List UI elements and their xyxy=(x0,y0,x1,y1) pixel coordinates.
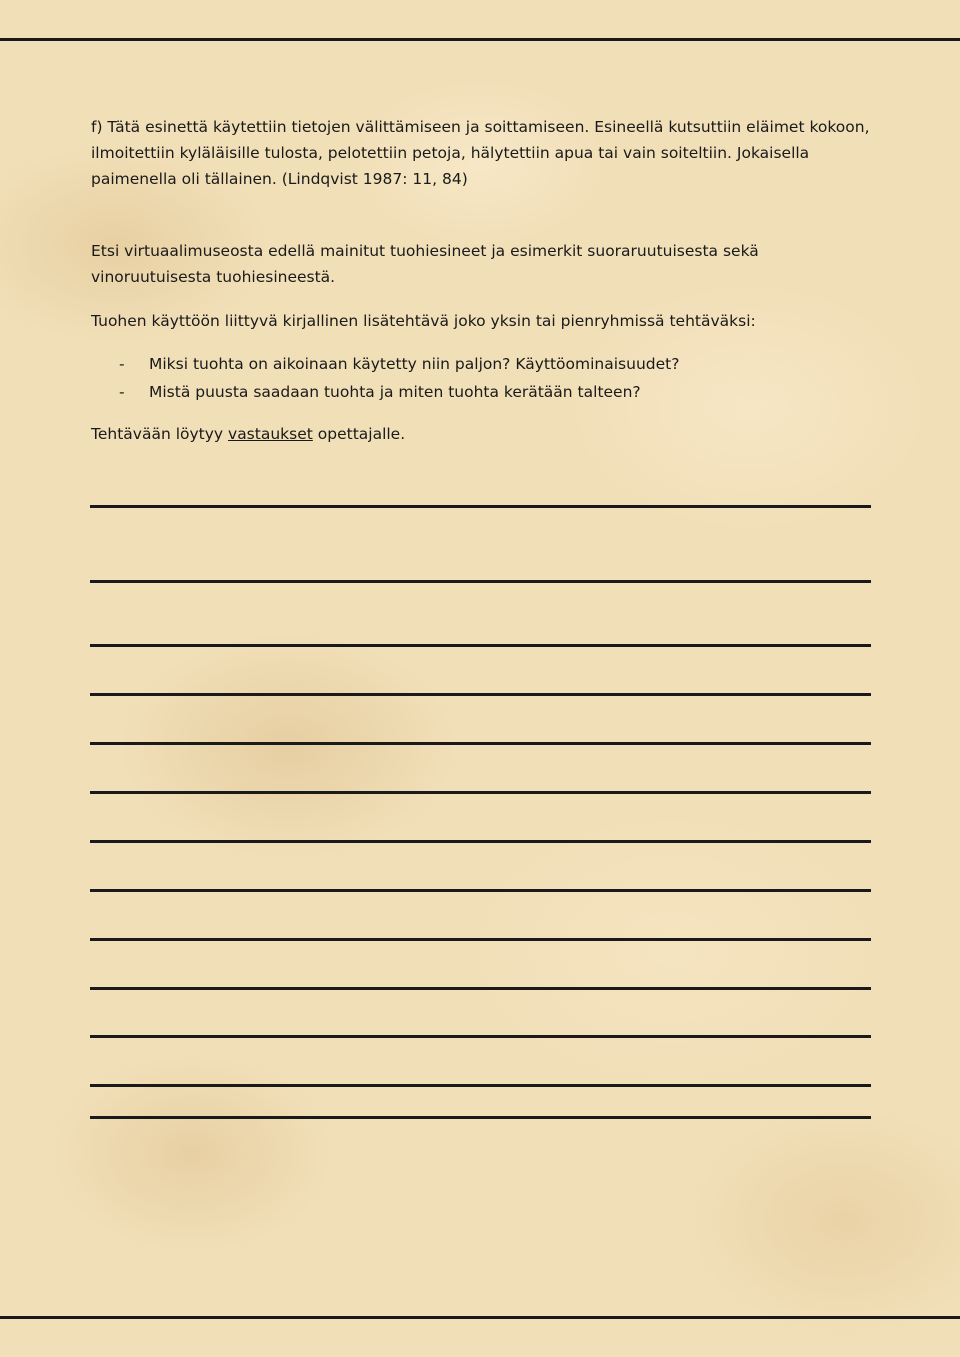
writing-line xyxy=(90,889,871,892)
writing-line xyxy=(90,1084,871,1087)
question-list xyxy=(91,350,871,406)
document-body xyxy=(91,114,871,447)
answers-note-before: Tehtävään löytyy xyxy=(91,425,229,443)
bottom-border-line xyxy=(0,1316,960,1319)
writing-line xyxy=(90,791,871,794)
task-instruction: Tuohen käyttöön liittyvä kirjallinen lisätehtävä joko yksin tai pienryhmissä tehtäväksi: xyxy=(91,312,756,330)
question-text: Miksi tuohta on aikoinaan käytetty niin paljon? Käyttöominaisuudet? xyxy=(149,355,680,373)
writing-line xyxy=(90,938,871,941)
intro-text: f) Tätä esinettä käytettiin tietojen välittämiseen ja soittamiseen. Esineellä kutsuttiin eläimet kokoon, ilmoitettiin kyläläisille tulosta, pelotettiin petoja, hälytettiin apua tai vain soiteltiin. Jokaisella paimenella oli tällainen. xyxy=(91,118,870,188)
question-text: Mistä puusta saadaan tuohta ja miten tuohta kerätään talteen? xyxy=(149,383,641,401)
search-instruction: Etsi virtuaalimuseosta edellä mainitut tuohiesineet ja esimerkit suoraruutuisesta sekä vinoruutuisesta tuohiesineestä. xyxy=(91,242,759,286)
writing-line xyxy=(90,644,871,647)
writing-line xyxy=(90,840,871,843)
intro-paragraph xyxy=(91,114,871,192)
writing-line xyxy=(90,693,871,696)
writing-line xyxy=(90,1116,871,1119)
writing-line xyxy=(90,580,871,583)
question-item xyxy=(91,350,871,378)
intro-citation: (Lindqvist 1987: 11, 84) xyxy=(281,170,468,188)
answers-note xyxy=(91,421,871,447)
top-border-line xyxy=(0,38,960,41)
writing-line xyxy=(90,1035,871,1038)
list-dash: - xyxy=(119,383,125,401)
writing-line xyxy=(90,987,871,990)
writing-line xyxy=(90,742,871,745)
question-item xyxy=(91,378,871,406)
writing-line xyxy=(90,505,871,508)
answers-link[interactable]: vastaukset xyxy=(228,425,313,443)
answers-note-after: opettajalle. xyxy=(312,425,406,443)
list-dash: - xyxy=(119,355,125,373)
